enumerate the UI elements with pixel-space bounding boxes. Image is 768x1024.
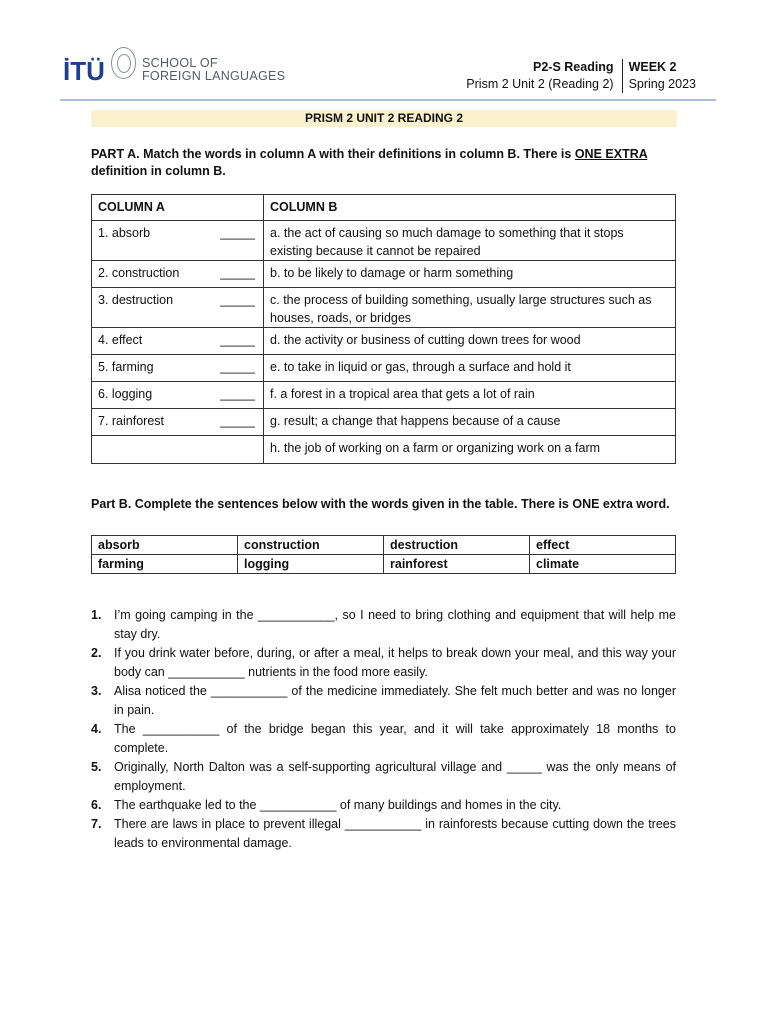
word-bank-cell: climate [530,555,676,574]
item-number: 3. [91,684,102,698]
item-number: 4. [91,722,102,736]
school-name-line2: FOREIGN LANGUAGES [142,69,286,83]
table-row [92,261,676,288]
item-number: 1. [91,608,102,622]
part-a-instruction [91,146,676,180]
empty-cell [92,436,264,464]
word-bank-table [91,535,676,574]
word-bank-cell: farming [92,555,238,574]
course-info [466,59,696,93]
part-a-instruction-post: definition in column B. [91,164,226,178]
unit-name: Prism 2 Unit 2 (Reading 2) [466,77,614,91]
part-a-instruction-pre: PART A. Match the words in column A with their definitions in column B. There is [91,147,575,161]
table-row [92,382,676,409]
answer-blank[interactable]: _____ [220,333,255,347]
table-row [92,328,676,355]
word-a: 1. absorb [98,226,151,240]
word-bank-cell: construction [238,536,384,555]
part-a-instruction-underlined: ONE EXTRA [574,147,648,161]
worksheet-title: PRISM 2 UNIT 2 READING 2 [91,110,677,127]
word-a: 2. construction [98,266,180,280]
sentence-text: If you drink water before, during, or after a meal, it helps to break down your meal, and this way your body can ___________ nutrients in the food more easily. [114,646,676,679]
word-a: 6. logging [98,387,153,401]
definition: g. result; a change that happens because of a cause [264,409,676,436]
table-row [92,288,676,328]
item-number: 5. [91,760,102,774]
page-header [0,0,768,100]
list-item [91,758,676,796]
term-label: Spring 2023 [628,77,696,91]
word-bank-row [92,555,676,574]
sentence-text: The earthquake led to the ___________ of many buildings and homes in the city. [114,798,562,812]
university-seal-icon [111,47,136,79]
definition: f. a forest in a tropical area that gets a lot of rain [264,382,676,409]
course-name: P2-S Reading [533,60,614,74]
table-row [92,409,676,436]
definition: a. the act of causing so much damage to something that it stops existing because it cannot be repaired [264,221,676,261]
word-a: 3. destruction [98,293,174,307]
table-row [92,355,676,382]
word-bank-cell: absorb [92,536,238,555]
sentence-list [91,606,676,853]
word-a: 4. effect [98,333,143,347]
item-number: 7. [91,817,102,831]
list-item [91,682,676,720]
definition: b. to be likely to damage or harm something [264,261,676,288]
sentence-text: There are laws in place to prevent illegal ___________ in rainforests because cutting down the trees leads to environmental damage. [114,817,676,850]
week-label: WEEK 2 [628,60,677,74]
answer-blank[interactable]: _____ [220,226,255,240]
word-bank-cell: destruction [384,536,530,555]
list-item [91,796,676,815]
matching-table-header [92,195,676,221]
word-bank-cell: effect [530,536,676,555]
list-item [91,606,676,644]
word-bank-cell: logging [238,555,384,574]
sentence-text: The ___________ of the bridge began this year, and it will take approximately 18 months to complete. [114,722,676,755]
column-a-header: COLUMN A [92,195,264,221]
answer-blank[interactable]: _____ [220,266,255,280]
list-item [91,815,676,853]
matching-table [91,194,676,464]
definition: e. to take in liquid or gas, through a surface and hold it [264,355,676,382]
table-row [92,436,676,464]
definition: h. the job of working on a farm or organizing work on a farm [264,436,676,464]
definition: c. the process of building something, usually large structures such as houses, roads, or bridges [264,288,676,328]
list-item [91,644,676,682]
answer-blank[interactable]: _____ [220,414,255,428]
part-b-instruction: Part B. Complete the sentences below with the words given in the table. There is ONE extra word. [91,497,670,511]
word-a: 5. farming [98,360,154,374]
sentence-text: Alisa noticed the ___________ of the medicine immediately. She felt much better and was no longer in pain. [114,684,676,717]
header-divider [60,99,716,101]
answer-blank[interactable]: _____ [220,387,255,401]
table-row [92,221,676,261]
word-bank-row [92,536,676,555]
answer-blank[interactable]: _____ [220,293,255,307]
word-bank-cell: rainforest [384,555,530,574]
school-name [142,57,285,83]
school-name-line1: SCHOOL OF [142,56,218,70]
list-item [91,720,676,758]
sentence-text: I’m going camping in the ___________, so I need to bring clothing and equipment that will help me stay dry. [114,608,676,641]
itu-logo: İTÜ [63,56,105,86]
answer-blank[interactable]: _____ [220,360,255,374]
sentence-text: Originally, North Dalton was a self-supporting agricultural village and _____ was the only means of employment. [114,760,676,793]
column-b-header: COLUMN B [264,195,676,221]
word-a: 7. rainforest [98,414,165,428]
item-number: 6. [91,798,102,812]
definition: d. the activity or business of cutting down trees for wood [264,328,676,355]
item-number: 2. [91,646,102,660]
